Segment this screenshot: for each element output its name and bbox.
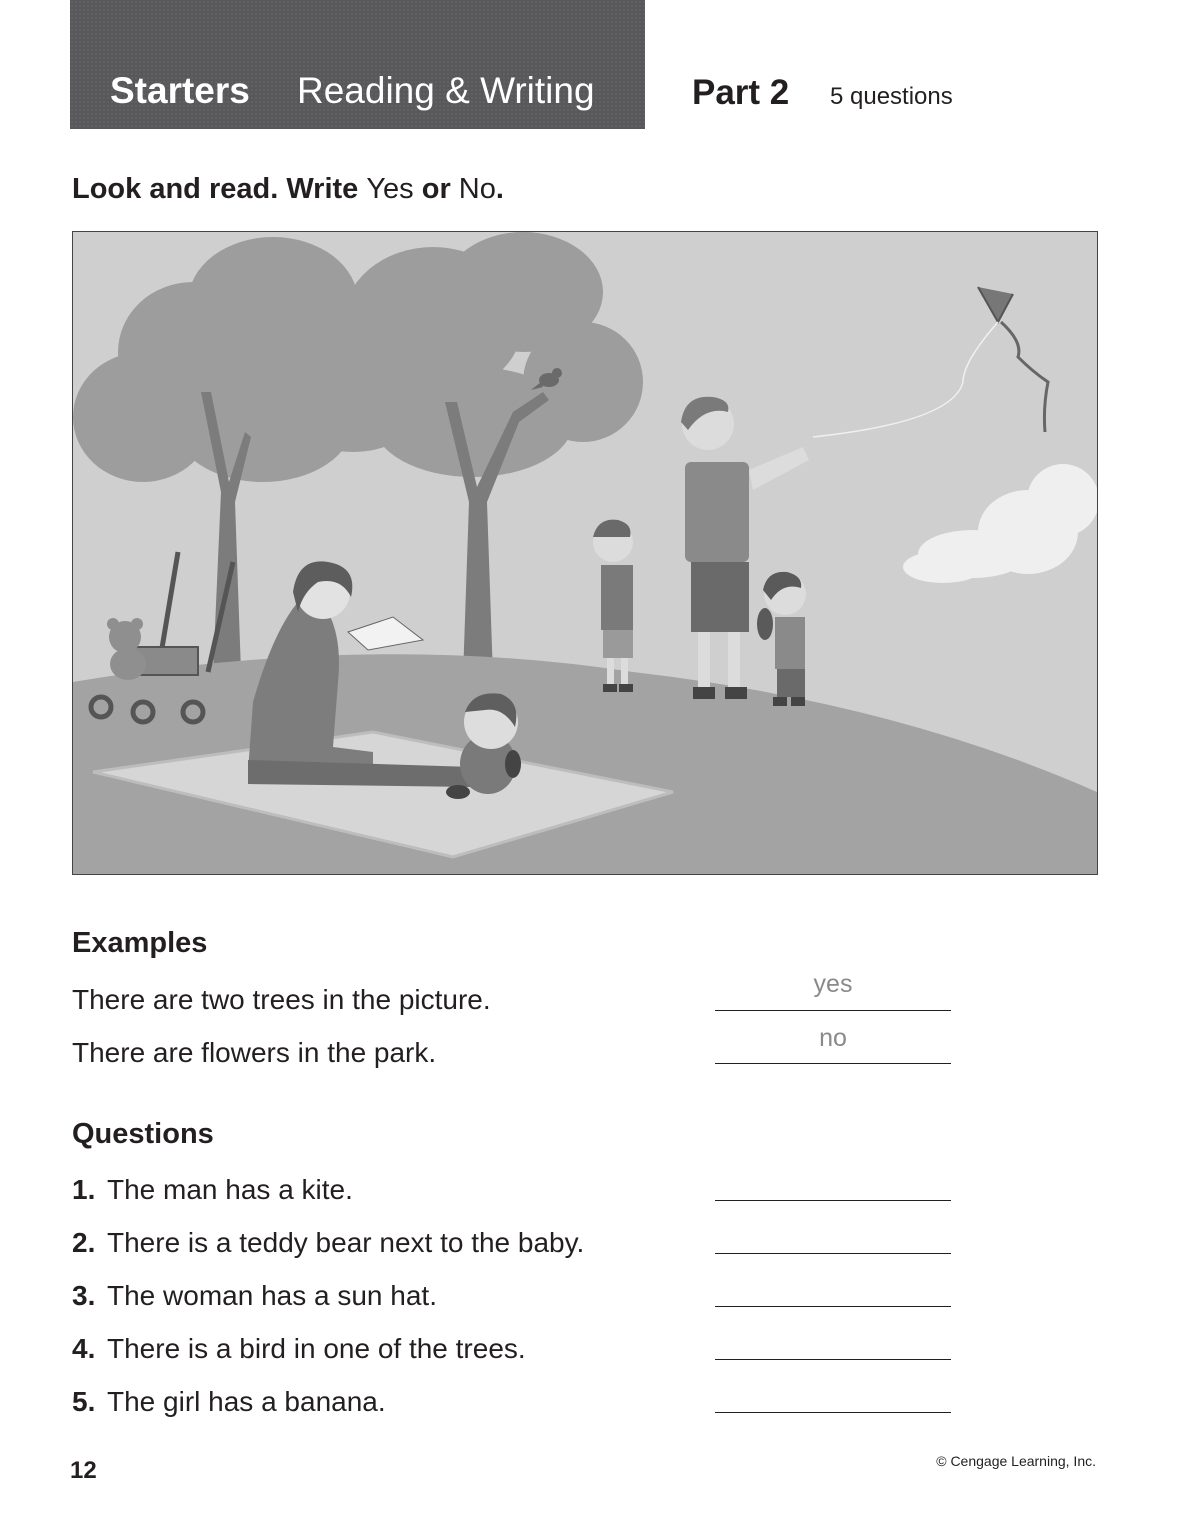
level-title: Starters [110, 70, 250, 111]
question-item: 1. The man has a kite. [72, 1174, 353, 1205]
paper-title: Reading & Writing [297, 70, 595, 111]
example-answer: yes [813, 970, 853, 998]
examples-title: Examples [72, 927, 208, 959]
example-item: There are flowers in the park. [72, 1037, 437, 1068]
page-number: 12 [70, 1457, 97, 1484]
answer-blank[interactable] [715, 1253, 951, 1254]
question-item: 5. The girl has a banana. [72, 1386, 386, 1417]
answer-blank[interactable] [715, 1359, 951, 1360]
answer-blank[interactable] [715, 1200, 951, 1201]
question-item: 4. There is a bird in one of the trees. [72, 1333, 526, 1364]
question-item: 3. The woman has a sun hat. [72, 1280, 437, 1311]
example-answer: no [819, 1024, 847, 1052]
park-illustration [72, 231, 1098, 875]
answer-blank[interactable] [715, 1412, 951, 1413]
instruction: Look and read. Write Yes or No. [72, 173, 504, 205]
copyright: © Cengage Learning, Inc. [936, 1453, 1096, 1469]
question-count: 5 questions [830, 83, 953, 110]
question-item: 2. There is a teddy bear next to the baby. [72, 1227, 585, 1258]
example-item: There are two trees in the picture. [72, 984, 491, 1015]
part-title: Part 2 [692, 73, 790, 112]
answer-line [715, 1010, 951, 1011]
answer-blank[interactable] [715, 1306, 951, 1307]
answer-line [715, 1063, 951, 1064]
questions-title: Questions [72, 1118, 214, 1150]
